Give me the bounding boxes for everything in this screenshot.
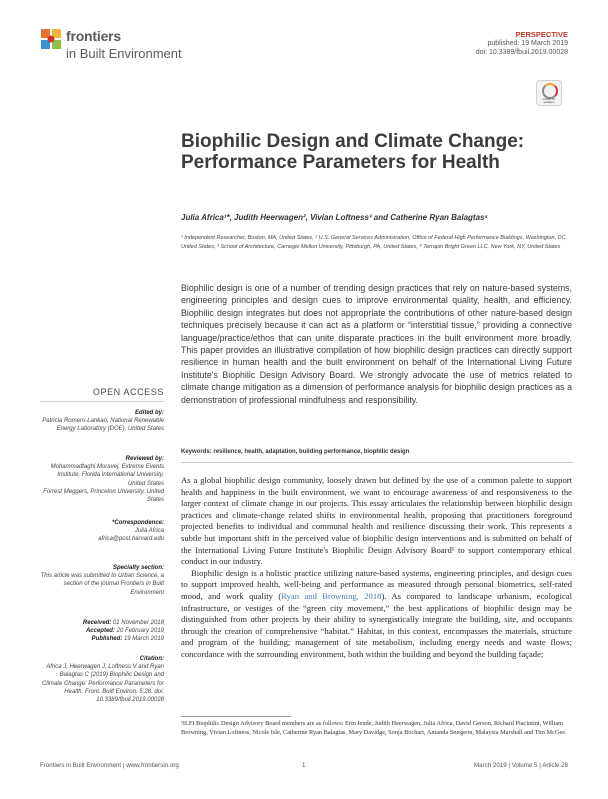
footer-issue: March 2019 | Volume 5 | Article 28 <box>473 762 568 769</box>
footer-journal[interactable]: Frontiers in Built Environment | www.frontiersin.org <box>40 762 179 769</box>
reviewer-1[interactable]: Mohammadtaghi Moravej, Extreme Events Institute, Florida International University, United States <box>50 464 164 487</box>
specialty-label: Specialty section: <box>112 565 164 571</box>
published-date-side: 19 March 2019 <box>123 636 164 643</box>
author-list: Julia Africa¹*, Judith Heerwagen², Vivian Loftness³ and Catherine Ryan Balagtas⁴ <box>181 213 488 222</box>
keywords-label: Keywords: <box>181 449 212 455</box>
page-number: 1 <box>302 762 306 769</box>
correspondence-label: *Correspondence: <box>111 520 164 526</box>
paragraph-2 <box>181 568 572 661</box>
citation-text[interactable]: Africa J, Heerwagen J, Loftness V and Ryan Balagtas C (2019) Biophilic Design and Climate Change: Performance Parameters for Health. Front. Built Environ. 5:28. doi: 10.3389/fbuil.2019.00028 <box>41 664 164 704</box>
sidebar-divider <box>40 401 164 402</box>
abstract: Biophilic design is one of a number of trending design practices that rely on nature-based systems, engineering principles and design cues to improve environmental quality, health, and efficiency. Biophilic design integrates but does not appropriate the contributions of other nature-based design techniques precisely because it can act as a platform or “interstitial tissue,” providing a connective language/practice/ethos that can unite disparate practices in the built environment more broadly. This paper provides an illustrative compilation of how biophilic design practices can directly support resilience in human health and the built environment on behalf of the International Living Future Institute's Biophilic Design Advisory Board. We strongly advocate the use of metrics related to climate change mitigation as a dimension of performance analysis for biophilic design practices as a demonstration of professional mindfulness and responsibility. <box>181 283 572 405</box>
brand-name: frontiers <box>66 28 121 44</box>
correspondence-name: Julia Africa <box>134 528 164 535</box>
citation-link[interactable]: Ryan and Browning, 2018 <box>281 590 382 601</box>
check-for-updates-button[interactable] <box>536 80 562 106</box>
received-label: Received: <box>82 620 112 626</box>
keywords <box>181 449 572 455</box>
published-date: published: 19 March 2019 <box>487 40 568 47</box>
edited-by-label: Edited by: <box>134 410 164 416</box>
paragraph-2-start: Biophilic design is a holistic practice utilizing nature-based systems, engineering principles, and design cues to support improved health, well-being and performance as measured through personal biometrics, self-rated mood, and work quality ( <box>181 567 572 601</box>
affiliations: ¹ Independent Researcher, Boston, MA, United States, ² U.S. General Services Administration, Office of Federal High Performance Buildings, Washington, DC, United States, ³ School of Architecture, Carnegie Mellon University, Pittsburgh, PA, United States, ⁴ Terrapin Bright Green LLC, New York, NY, United States <box>181 235 568 250</box>
footnote-rule <box>181 716 291 717</box>
published-label: Published: <box>91 636 123 643</box>
citation-label: Citation: <box>139 656 164 662</box>
footnote: ¹ILFI Biophilic Design Advisory Board members are as follows: Erin Iende, Judith Heerwagen, Julia Africa, David Gerson, Richard Piacintini, William Browning, Vivian Loftness, Nicole Isle, Catherine Ryan Balagtas, Mary Davidge, Sonja Bochart, Amanda Sturgeon, Malaysia Marshall and Tim McGee. <box>181 720 567 736</box>
article-type: PERSPECTIVE <box>515 30 568 39</box>
specialty-section-block <box>40 564 164 597</box>
correspondence-block <box>40 519 164 544</box>
keywords-list: resilience, health, adaptation, building performance, biophilic design <box>213 449 410 455</box>
reviewer-2[interactable]: Forrest Meggers, Princeton University, United States <box>43 488 164 504</box>
journal-logo[interactable] <box>40 26 220 66</box>
article-title: Biophilic Design and Climate Change: Performance Parameters for Health <box>181 131 525 173</box>
section-divider <box>181 462 573 463</box>
citation-block <box>40 655 164 704</box>
paragraph-1: As a global biophilic design community, loosely drawn but defined by the use of a common palette to support health and happiness in the built environment, we want to encourage awareness of and responsiveness to the larger context of climate change in our projects. This essay articulates the relationship between biophilic design practices and climate-change related shifts in environmental health, proposing that practitioners foreground projected benefits to individual and communal health and resilience discussing their work. This represents a subtle but important shift in the perceived value of biophilic design interventions and is submitted on behalf of the International Living Future Institute's Biophilic Design Advisory Board¹ to support contemporary ethical conduct in our industry. <box>181 475 572 567</box>
accepted-date: 20 February 2019 <box>116 628 164 635</box>
body-text <box>181 475 572 661</box>
received-date: 01 November 2018 <box>112 620 164 626</box>
reviewed-by-block <box>40 455 164 504</box>
paragraph-2-end: ). As compared to landscape urbanism, ecological infrastructure, or vestiges of the “green city movement,” the best applications of biophilic design may be distinguished from other projects by their ability to synergistically integrate the building, site, and occupants through the creation of comprehensive “habitat.” Habitat, in this context, encompasses the materials, structure and program of the building; management of site metabolism, including energy needs and waste flows; concordance with the surrounding environment, both within the building and beyond the building façade; <box>181 590 572 659</box>
specialty-text: This article was submitted to Urban Science, a section of the journal Frontiers in Built Environment <box>40 573 164 596</box>
article-meta-header <box>476 30 568 57</box>
accepted-label: Accepted: <box>85 628 115 635</box>
dates-block <box>40 619 164 644</box>
article-doi[interactable]: doi: 10.3389/fbuil.2019.00028 <box>475 49 568 56</box>
received-row <box>40 619 164 627</box>
editor[interactable]: Patricia Romero-Lankao, National Renewable Energy Laboratory (DOE), United States <box>42 418 164 433</box>
journal-name: in Built Environment <box>66 46 182 61</box>
open-access-label: OPEN ACCESS <box>92 387 164 397</box>
reviewed-by-label: Reviewed by: <box>125 456 164 462</box>
frontiers-logo-icon <box>40 28 62 50</box>
edited-by-block <box>40 409 164 434</box>
published-row <box>40 635 164 643</box>
accepted-row <box>40 627 164 635</box>
updates-badge-label: Check for updates <box>542 97 556 104</box>
correspondence-email[interactable]: africa@post.harvard.edu <box>98 536 164 543</box>
